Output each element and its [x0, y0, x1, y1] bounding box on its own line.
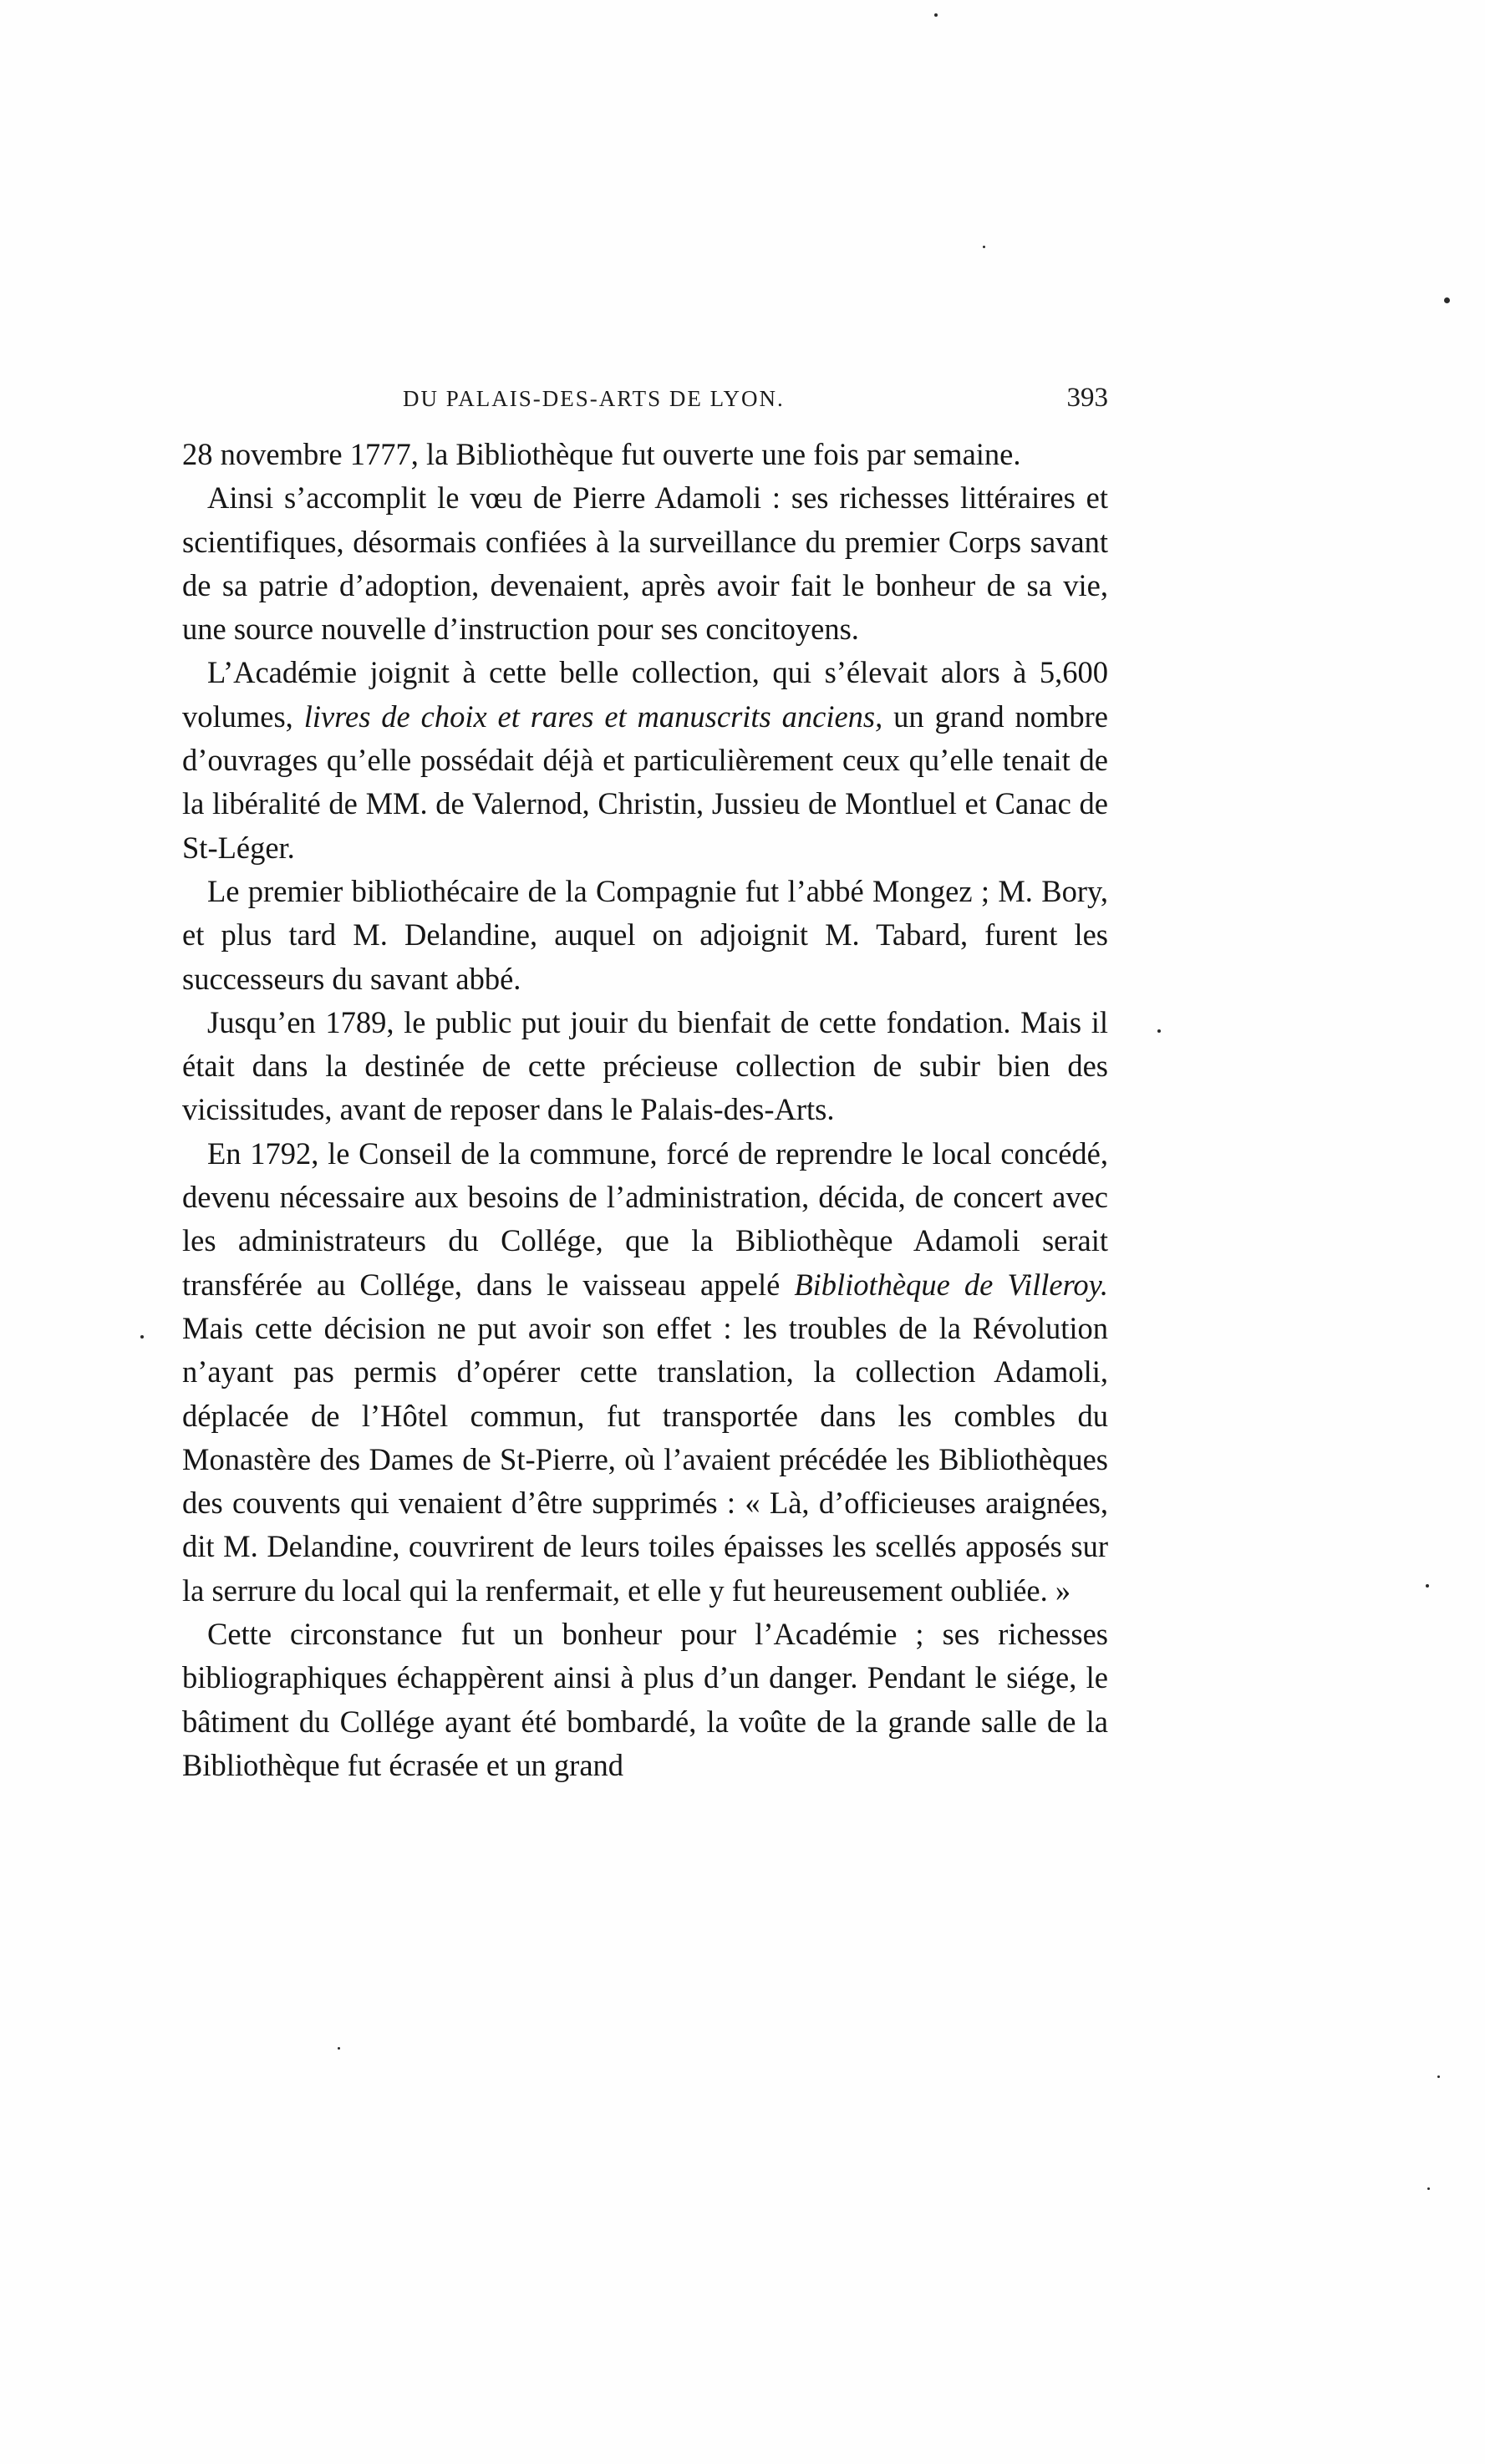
body-text — [182, 433, 1108, 1787]
paragraph — [182, 476, 1108, 651]
text-run: Ainsi s’accomplit le vœu de Pierre Adamoli : ses richesses littéraires et scientifiques, désormais confiées à la surveillance du premier Corps savant de sa patrie d’adoption, devenaient, après avoir fait le bonheur de sa vie, une source nouvelle d’instruction pour ses concitoyens. — [182, 480, 1108, 647]
text-run: un grand nombre d’ouvrages qu’elle possédait déjà et particulièrement ceux qu’elle tenait de la libéralité de MM. de Valernod, Christin, Jussieu de Montluel et Canac de St-Léger. — [182, 699, 1108, 865]
scan-speck — [1437, 2075, 1440, 2078]
text-run: Cette circonstance fut un bonheur pour l’Académie ; ses richesses bibliographiques échappèrent ainsi à plus d’un danger. Pendant le siége, le bâtiment du Collége ayant été bombardé, la voûte de la grande salle de la Bibliothèque fut écrasée et un grand — [182, 1617, 1108, 1782]
italic-text: Bibliothèque de Villeroy. — [794, 1267, 1108, 1302]
paragraph — [182, 1613, 1108, 1787]
paragraph — [182, 870, 1108, 1001]
paragraph — [182, 651, 1108, 869]
text-run: 28 novembre 1777, la Bibliothèque fut ouverte une fois par semaine. — [182, 437, 1021, 471]
running-title: DU PALAIS-DES-ARTS DE LYON. — [403, 386, 785, 411]
scan-speck — [934, 13, 938, 17]
page-number: 393 — [1066, 383, 1108, 413]
paragraph — [182, 1001, 1108, 1132]
scan-speck — [140, 1335, 144, 1339]
paragraph — [182, 1132, 1108, 1613]
scan-speck — [1444, 297, 1450, 303]
text-run: Mais cette décision ne put avoir son effet : les troubles de la Révolution n’ayant pas permis d’opérer cette translation, la collection Adamoli, déplacée de l’Hôtel commun, fut transportée dans les combles du Monastère des Dames de St-Pierre, où l’avaient précédée les Bibliothèques des couvents qui venaient d’être supprimés : « Là, d’officieuses araignées, dit M. Delandine, couvrirent de leurs toiles épaisses les scellés apposés sur la serrure du local qui la renfermait, et elle y fut heureusement oubliée. » — [182, 1310, 1108, 1608]
text-run: En 1792, le Conseil de la commune, forcé de reprendre le local concédé, devenu nécessaire aux besoins de l’administration, décida, de concert avec les administrateurs du Collége, que la Bibliothèque Adamoli serait transférée au Collége, dans le vaisseau appelé — [182, 1135, 1108, 1302]
scan-speck — [1427, 2187, 1430, 2190]
scan-speck — [1157, 1029, 1161, 1033]
text-run: Jusqu’en 1789, le public put jouir du bienfait de cette fondation. Mais il était dans la destinée de cette précieuse collection de subir bien des vicissitudes, avant de reposer dans le Palais-des-Arts. — [182, 1004, 1108, 1127]
paragraph — [182, 433, 1108, 476]
italic-text: livres de choix et rares et manuscrits anciens, — [303, 699, 883, 734]
scan-speck — [1426, 1584, 1429, 1588]
scan-speck — [983, 246, 985, 248]
text-run: L’Académie joignit à cette belle collection, qui s’élevait alors à 5,600 volumes, — [182, 655, 1108, 734]
text-run: Le premier bibliothécaire de la Compagnie fut l’abbé Mongez ; M. Bory, et plus tard M. Delandine, auquel on adjoignit M. Tabard, furent les successeurs du savant abbé. — [182, 873, 1108, 996]
page-header — [182, 383, 1108, 419]
scan-speck — [338, 2047, 340, 2050]
